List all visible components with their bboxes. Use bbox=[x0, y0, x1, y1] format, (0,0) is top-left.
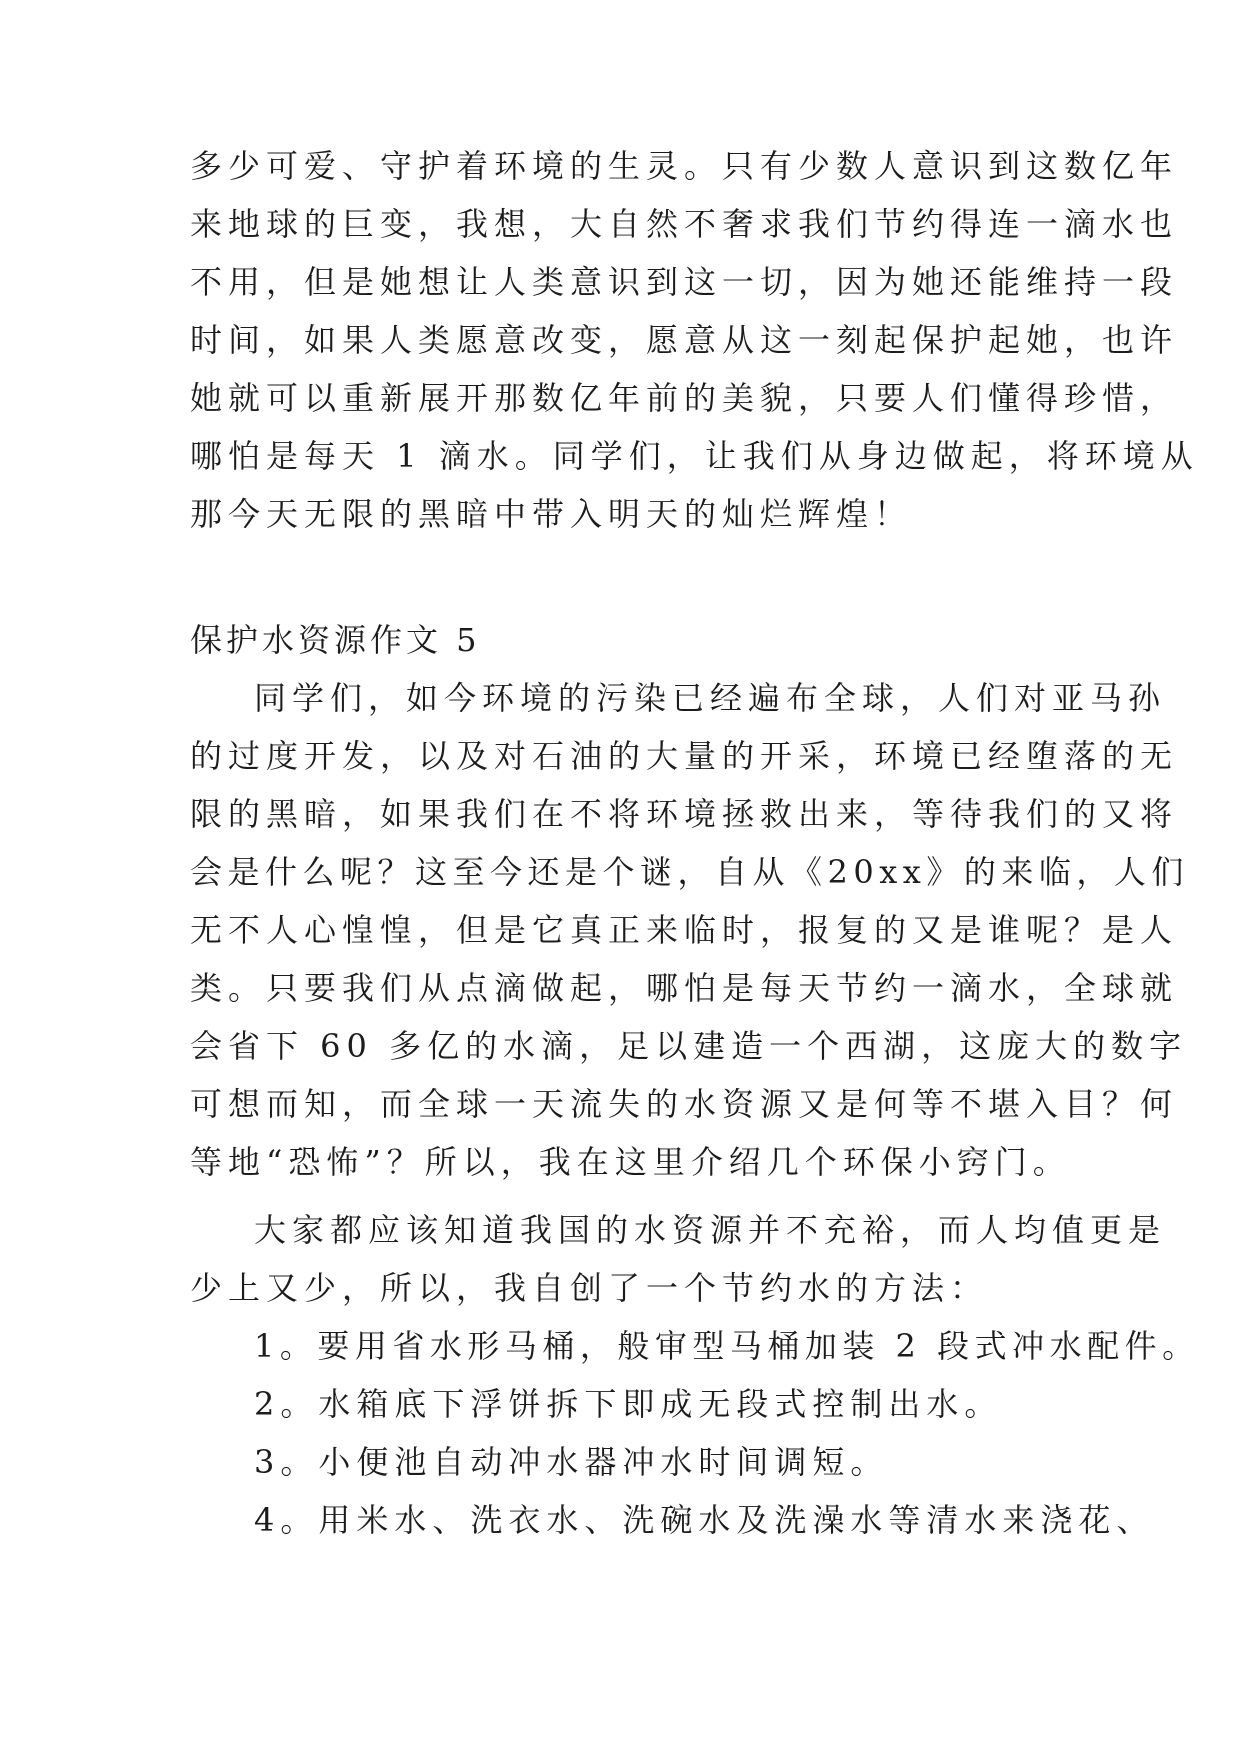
continuation-line-4: 时间，如果人类愿意改变，愿意从这一刻起保护起她，也许 bbox=[190, 321, 1179, 359]
paragraph2-line-1: 大家都应该知道我国的水资源并不充裕，而人均值更是 bbox=[254, 1211, 1167, 1249]
paragraph1-line-7: 会省下 60 多亿的水滴，足以建造一个西湖，这庞大的数字 bbox=[190, 1027, 1188, 1065]
paragraph1-line-5: 无不人心惶惶，但是它真正来临时，报复的又是谁呢？是人 bbox=[190, 911, 1179, 949]
list-item-1: 1。要用省水形马桶，般审型马桶加装 2 段式冲水配件。 bbox=[254, 1327, 1200, 1365]
paragraph1-line-2: 的过度开发，以及对石油的大量的开采，环境已经堕落的无 bbox=[190, 737, 1179, 775]
continuation-line-2: 来地球的巨变，我想，大自然不奢求我们节约得连一滴水也 bbox=[190, 205, 1179, 243]
paragraph1-line-1: 同学们，如今环境的污染已经遍布全球，人们对亚马孙 bbox=[254, 679, 1167, 717]
continuation-line-3: 不用，但是她想让人类意识到这一切，因为她还能维持一段 bbox=[190, 263, 1179, 301]
paragraph1-line-9: 等地“恐怖”？所以，我在这里介绍几个环保小窍门。 bbox=[190, 1143, 1071, 1181]
list-item-2: 2。水箱底下浮饼拆下即成无段式控制出水。 bbox=[254, 1385, 1003, 1423]
paragraph1-line-6: 类。只要我们从点滴做起，哪怕是每天节约一滴水，全球就 bbox=[190, 969, 1179, 1007]
continuation-line-5: 她就可以重新展开那数亿年前的美貌，只要人们懂得珍惜， bbox=[190, 379, 1179, 417]
continuation-line-7: 那今天无限的黑暗中带入明天的灿烂辉煌！ bbox=[190, 495, 913, 533]
paragraph1-line-4: 会是什么呢？这至今还是个谜，自从《20xx》的来临，人们 bbox=[190, 853, 1189, 891]
paragraph1-line-3: 限的黑暗，如果我们在不将环境拯救出来，等待我们的又将 bbox=[190, 795, 1179, 833]
paragraph1-line-8: 可想而知，而全球一天流失的水资源又是何等不堪入目？何 bbox=[190, 1085, 1179, 1123]
list-item-3: 3。小便池自动冲水器冲水时间调短。 bbox=[254, 1443, 889, 1481]
section-heading: 保护水资源作文 5 bbox=[190, 621, 481, 659]
continuation-line-6: 哪怕是每天 1 滴水。同学们，让我们从身边做起，将环境从 bbox=[190, 437, 1199, 475]
continuation-line-1: 多少可爱、守护着环境的生灵。只有少数人意识到这数亿年 bbox=[190, 147, 1179, 185]
list-item-4: 4。用米水、洗衣水、洗碗水及洗澡水等清水来浇花、 bbox=[254, 1501, 1155, 1539]
paragraph2-line-2: 少上又少，所以，我自创了一个节约水的方法： bbox=[190, 1269, 989, 1307]
